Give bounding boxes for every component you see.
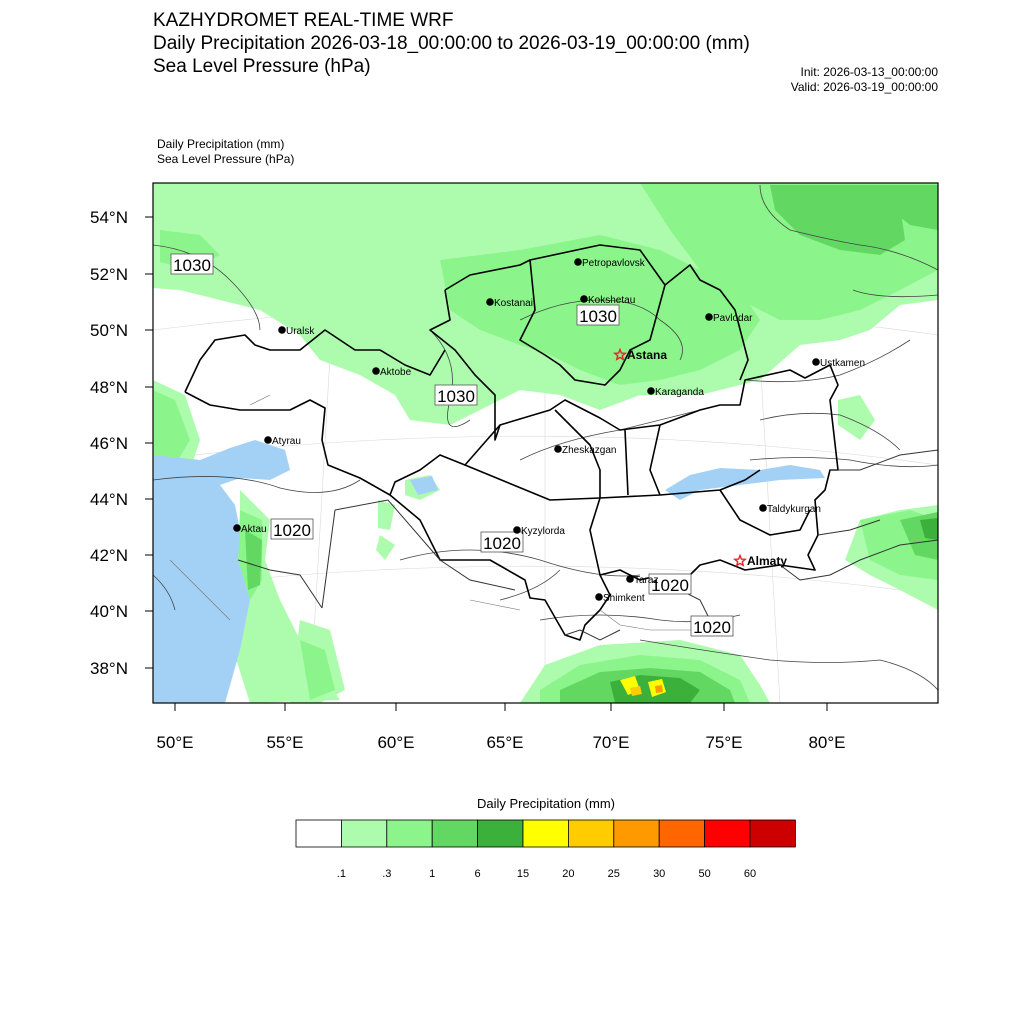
- city-dot-icon: [812, 358, 820, 366]
- isobar-label: 1030: [579, 307, 617, 326]
- colorbar-tick-labels: [337, 868, 756, 880]
- colorbar-tick: 25: [607, 868, 620, 880]
- colorbar-swatch: [705, 820, 750, 847]
- city-dot-icon: [595, 593, 603, 601]
- colorbar-tick: 6: [474, 868, 481, 880]
- lon-label: 60°E: [377, 733, 415, 752]
- city-label-astana: Astana: [627, 348, 668, 362]
- city-label-kyzylorda: Kyzylorda: [521, 526, 565, 537]
- lat-label: 50°N: [90, 321, 128, 340]
- colorbar-tick: 30: [653, 868, 666, 880]
- colorbar-swatch: [387, 820, 432, 847]
- city-label-shimkent: Shimkent: [603, 593, 645, 604]
- subtitle-precip: Daily Precipitation (mm): [157, 137, 285, 151]
- colorbar-swatch: [523, 820, 568, 847]
- city-label-ustkamen: Ustkamen: [820, 358, 866, 369]
- lat-label: 54°N: [90, 208, 128, 227]
- colorbar-swatch: [568, 820, 613, 847]
- lat-label: 38°N: [90, 659, 128, 678]
- title-slp: Sea Level Pressure (hPa): [153, 56, 371, 77]
- lon-label: 80°E: [808, 733, 846, 752]
- subtitle-slp: Sea Level Pressure (hPa): [157, 152, 295, 166]
- lat-label: 40°N: [90, 602, 128, 621]
- title-model: KAZHYDROMET REAL-TIME WRF: [153, 10, 454, 31]
- city-label-kokshetau: Kokshetau: [588, 295, 636, 306]
- city-dot-icon: [647, 387, 655, 395]
- city-label-uralsk: Uralsk: [286, 326, 315, 337]
- lon-label: 50°E: [156, 733, 194, 752]
- isobar-label: 1030: [437, 387, 475, 406]
- city-dot-icon: [759, 504, 767, 512]
- colorbar-swatch: [750, 820, 795, 847]
- colorbar-swatch: [659, 820, 704, 847]
- city-label-aktobe: Aktobe: [380, 367, 412, 378]
- city-dot-icon: [372, 367, 380, 375]
- city-label-taraz: Taraz: [634, 575, 659, 586]
- lat-label: 42°N: [90, 546, 128, 565]
- colorbar-swatch: [432, 820, 477, 847]
- city-dot-icon: [486, 298, 494, 306]
- colorbar-tick: 50: [698, 868, 711, 880]
- lon-label: 65°E: [486, 733, 524, 752]
- city-dot-icon: [264, 436, 272, 444]
- lat-label: 48°N: [90, 378, 128, 397]
- isobar-label: 1020: [273, 521, 311, 540]
- isobar-label: 1020: [651, 576, 689, 595]
- city-dot-icon: [278, 326, 286, 334]
- city-dot-icon: [705, 313, 713, 321]
- colorbar-swatch: [296, 820, 341, 847]
- city-dot-icon: [233, 524, 241, 532]
- city-label-atyrau: Atyrau: [272, 436, 301, 447]
- city-label-petropavlovsk: Petropavlovsk: [582, 258, 645, 269]
- city-dot-icon: [626, 575, 634, 583]
- city-label-pavlodar: Pavlodar: [713, 313, 753, 324]
- city-label-karaganda: Karaganda: [655, 387, 704, 398]
- city-label-zheskazgan: Zheskazgan: [562, 445, 617, 456]
- city-label-aktau: Aktau: [241, 524, 267, 535]
- colorbar-swatch: [614, 820, 659, 847]
- city-label-kostanai: Kostanai: [494, 298, 533, 309]
- lat-label: 46°N: [90, 434, 128, 453]
- lon-label: 55°E: [266, 733, 304, 752]
- latitude-labels: [90, 208, 128, 678]
- title-precip-period: Daily Precipitation 2026-03-18_00:00:00 to 2026-03-19_00:00:00 (mm): [153, 33, 750, 54]
- longitude-labels: [156, 733, 845, 752]
- valid-time: Valid: 2026-03-19_00:00:00: [790, 80, 938, 94]
- lat-label: 44°N: [90, 490, 128, 509]
- lon-label: 70°E: [592, 733, 630, 752]
- isobar-label: 1020: [483, 534, 521, 553]
- city-dot-icon: [574, 258, 582, 266]
- isobar-label: 1030: [173, 256, 211, 275]
- isobar-label: 1020: [693, 618, 731, 637]
- city-label-taldykurgan: Taldykurgan: [767, 504, 821, 515]
- colorbar-tick: 15: [516, 868, 530, 880]
- legend-title: Daily Precipitation (mm): [477, 796, 615, 811]
- colorbar-tick: 20: [562, 868, 575, 880]
- lon-label: 75°E: [705, 733, 743, 752]
- colorbar-swatch: [478, 820, 523, 847]
- precip-colorbar: [296, 820, 795, 847]
- colorbar-tick: .3: [382, 868, 392, 880]
- lat-label: 52°N: [90, 265, 128, 284]
- city-dot-icon: [580, 295, 588, 303]
- colorbar-swatch: [341, 820, 386, 847]
- city-dot-icon: [513, 526, 521, 534]
- colorbar-tick: .1: [336, 868, 346, 880]
- city-label-almaty: Almaty: [747, 554, 788, 568]
- colorbar-tick: 1: [429, 868, 436, 880]
- city-dot-icon: [554, 445, 562, 453]
- colorbar-tick: 60: [743, 868, 757, 880]
- init-time: Init: 2026-03-13_00:00:00: [800, 65, 938, 79]
